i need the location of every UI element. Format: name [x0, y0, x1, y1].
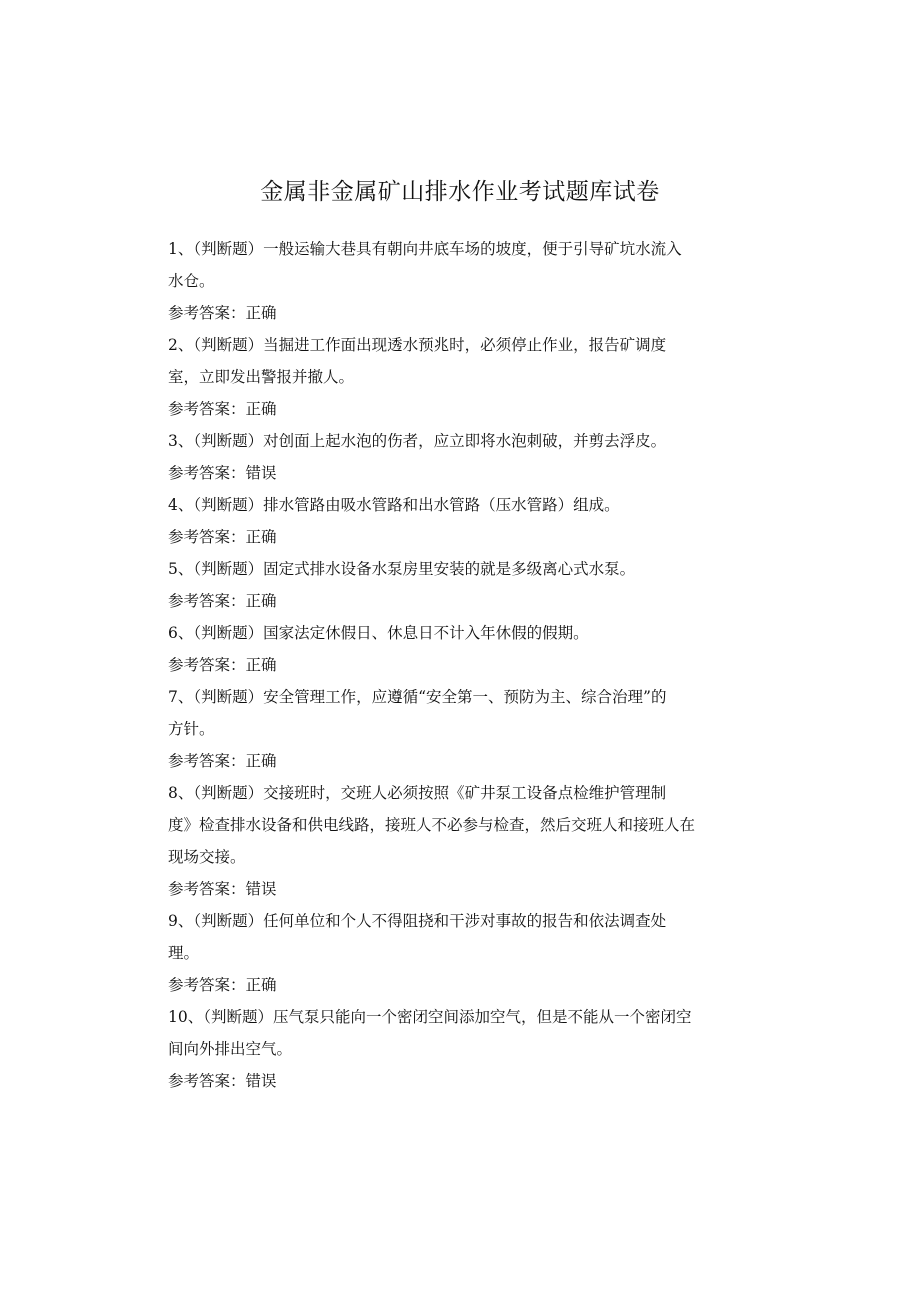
- question-text-line: 水仓。: [168, 272, 215, 290]
- question-text-line: 方针。: [168, 720, 215, 738]
- reference-answer: 参考答案：正确: [168, 400, 277, 418]
- question-item: [168, 489, 758, 553]
- question-text-line: 8、（判断题）交接班时，交班人必须按照《矿井泵工设备点检维护管理制: [168, 784, 667, 802]
- question-text-line: 10、（判断题）压气泵只能向一个密闭空间添加空气，但是不能从一个密闭空: [168, 1008, 692, 1026]
- question-text-line: 4、（判断题）排水管路由吸水管路和出水管路（压水管路）组成。: [168, 496, 620, 514]
- question-item: [168, 1001, 758, 1097]
- question-text-line: 理。: [168, 944, 200, 962]
- reference-answer: 参考答案：错误: [168, 464, 277, 482]
- question-text-line: 3、（判断题）对创面上起水泡的伤者，应立即将水泡刺破，并剪去浮皮。: [168, 432, 667, 450]
- reference-answer: 参考答案：错误: [168, 880, 277, 898]
- page-title: 金属非金属矿山排水作业考试题库试卷: [260, 179, 660, 205]
- question-item: [168, 905, 758, 1001]
- question-item: [168, 681, 758, 777]
- question-item: [168, 777, 758, 905]
- question-text-line: 7、（判断题）安全管理工作，应遵循“安全第一、预防为主、综合治理”的: [168, 688, 667, 706]
- question-text-line: 9、（判断题）任何单位和个人不得阻挠和干涉对事故的报告和依法调查处: [168, 912, 667, 930]
- question-item: [168, 553, 758, 617]
- reference-answer: 参考答案：正确: [168, 304, 277, 322]
- reference-answer: 参考答案：错误: [168, 1072, 277, 1090]
- question-text-line: 室，立即发出警报并撤人。: [168, 368, 355, 386]
- question-text-line: 5、（判断题）固定式排水设备水泵房里安装的就是多级离心式水泵。: [168, 560, 636, 578]
- reference-answer: 参考答案：正确: [168, 976, 277, 994]
- question-text-line: 间向外排出空气。: [168, 1040, 293, 1058]
- reference-answer: 参考答案：正确: [168, 656, 277, 674]
- question-text-line: 1、（判断题）一般运输大巷具有朝向井底车场的坡度，便于引导矿坑水流入: [168, 240, 682, 258]
- question-item: [168, 233, 758, 329]
- question-item: [168, 329, 758, 425]
- reference-answer: 参考答案：正确: [168, 752, 277, 770]
- question-text-line: 度》检查排水设备和供电线路，接班人不必参与检查，然后交班人和接班人在: [168, 816, 696, 834]
- question-text-line: 现场交接。: [168, 848, 246, 866]
- question-item: [168, 425, 758, 489]
- question-item: [168, 617, 758, 681]
- reference-answer: 参考答案：正确: [168, 592, 277, 610]
- reference-answer: 参考答案：正确: [168, 528, 277, 546]
- question-text-line: 2、（判断题）当掘进工作面出现透水预兆时，必须停止作业，报告矿调度: [168, 336, 667, 354]
- question-text-line: 6、（判断题）国家法定休假日、休息日不计入年休假的假期。: [168, 624, 589, 642]
- question-list: [168, 233, 758, 1097]
